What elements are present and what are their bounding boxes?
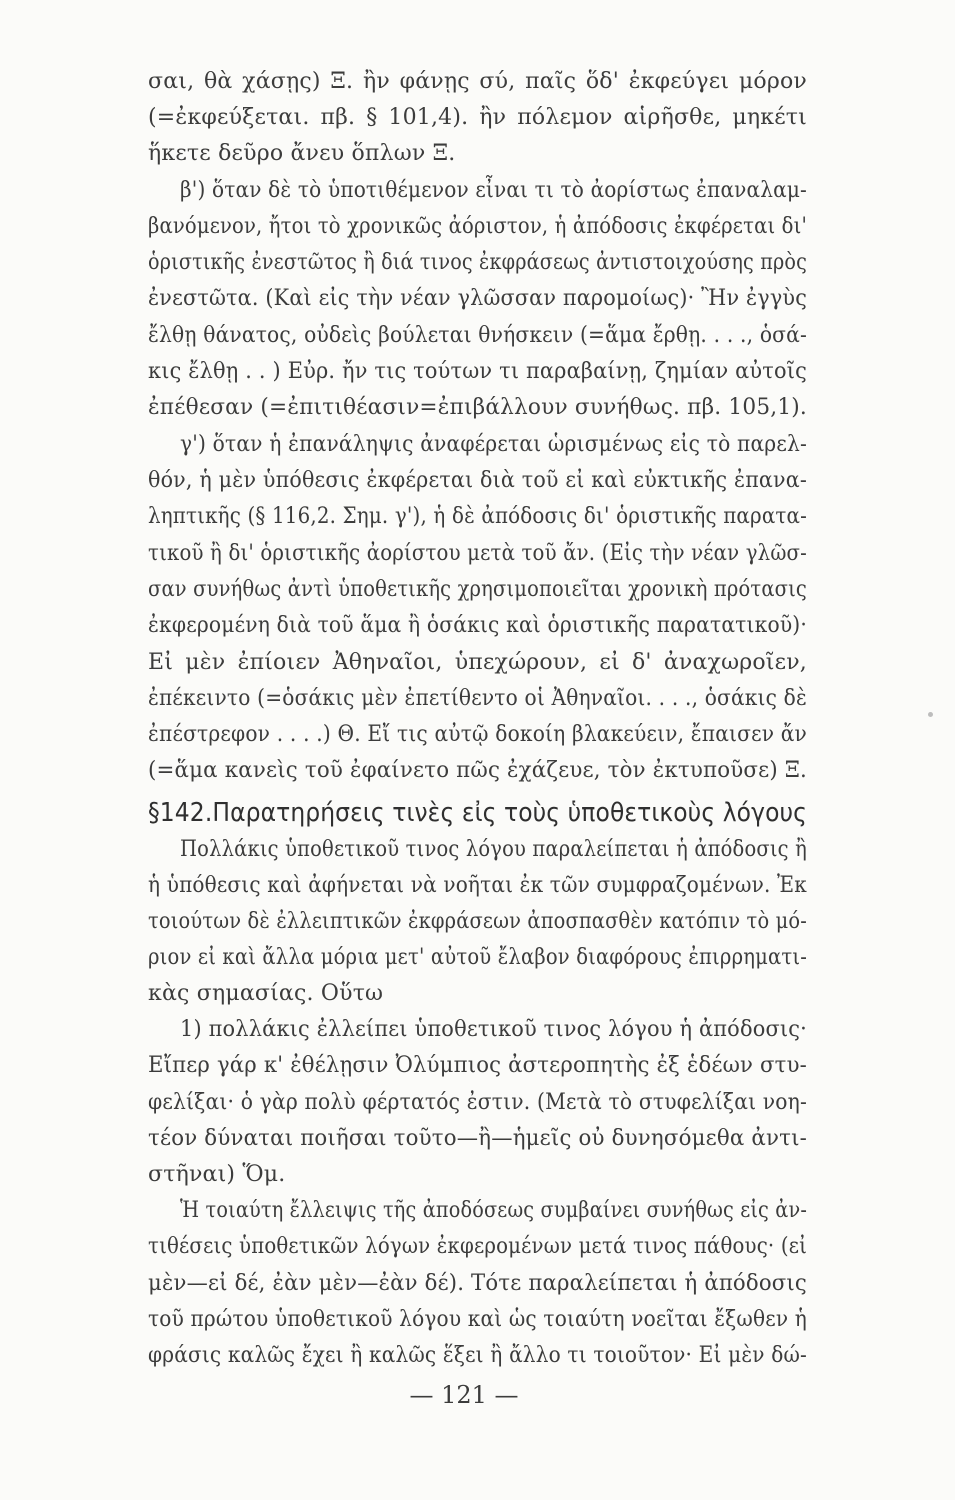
text-line: ἡ ὑπόθεσις καὶ ἀφήνεται νὰ νοῆται ἐκ τῶν συμφραζομένων. Ἐκ xyxy=(148,873,807,898)
text-line: κις ἔλθῃ . . ) Εὐρ. ἤν τις τούτων τι παραβαίνῃ, ζημίαν αὐτοῖς xyxy=(148,359,807,384)
text-line: μὲν—εἰ δέ, ἐὰν μὲν—ἐὰν δέ). Τότε παραλείπεται ἡ ἀπόδοσις xyxy=(148,1271,807,1296)
text-line: β') ὅταν δὲ τὸ ὑποτιθέμενον εἶναι τι τὸ ἀορίστως ἐπαναλαμ- xyxy=(180,178,807,203)
text-line: φράσις καλῶς ἔχει ἢ καλῶς ἕξει ἢ ἄλλο τι τοιοῦτον· Εἰ μὲν δώ- xyxy=(148,1343,807,1368)
text-line: ριον εἰ καὶ ἄλλα μόρια μετ' αὐτοῦ ἔλαβον διαφόρους ἐπιρρηματι- xyxy=(148,945,807,970)
text-line: στῆναι) Ὅμ. xyxy=(148,1162,286,1187)
text-line: ἐπέθεσαν (=ἐπιτιθέασιν=ἐπιβάλλουν συνήθως. πβ. 105,1). xyxy=(148,395,807,420)
text-line: ἥκετε δεῦρο ἄνευ ὅπλων Ξ. xyxy=(148,141,456,166)
text-line: ἐπέκειντο (=ὁσάκις μὲν ἐπετίθεντο οἱ Ἀθηναῖοι. . . ., ὁσάκις δὲ xyxy=(148,686,807,711)
text-line: ἐπέστρεφον . . . .) Θ. Εἴ τις αὐτῷ δοκοίη βλακεύειν, ἔπαισεν ἄν xyxy=(148,722,807,747)
text-line: τικοῦ ἢ δι' ὁριστικῆς ἀορίστου μετὰ τοῦ ἄν. (Εἰς τὴν νέαν γλῶσ- xyxy=(148,541,807,566)
text-line: Εἰ μὲν ἐπίοιεν Ἀθηναῖοι, ὑπεχώρουν, εἰ δ' ἀναχωροῖεν, xyxy=(148,650,807,675)
text-line: τιθέσεις ὑποθετικῶν λόγων ἐκφερομένων μετά τινος πάθους· (εἰ xyxy=(148,1234,807,1259)
text-line: Εἴπερ γάρ κ' ἐθέλῃσιν Ὀλύμπιος ἀστεροπητὴς ἐξ ἑδέων στυ- xyxy=(148,1053,807,1078)
page-number: — 121 — xyxy=(409,1381,519,1409)
text-line: γ') ὅταν ἡ ἐπανάληψις ἀναφέρεται ὡρισμένως εἰς τὸ παρελ- xyxy=(180,432,807,457)
text-line: (=ἐκφεύξεται. πβ. § 101,4). ἢν πόλεμον αἱρῆσθε, μηκέτι xyxy=(148,105,807,130)
text-line: 1) πολλάκις ἐλλείπει ὑποθετικοῦ τινος λόγου ἡ ἀπόδοσις· xyxy=(180,1017,807,1042)
text-line: βανόμενον, ἤτοι τὸ χρονικῶς ἀόριστον, ἡ ἀπόδοσις ἐκφέρεται δι' xyxy=(148,214,807,239)
text-line: ἐνεστῶτα. (Καὶ εἰς τὴν νέαν γλῶσσαν παρομοίως)· Ἢν ἐγγὺς xyxy=(148,286,807,311)
text-line: ληπτικῆς (§ 116,2. Σημ. γ'), ἡ δὲ ἀπόδοσις δι' ὁριστικῆς παρατα- xyxy=(148,504,807,529)
text-line: τοιούτων δὲ ἐλλειπτικῶν ἐκφράσεων ἀποσπασθὲν κατόπιν τὸ μό- xyxy=(148,909,807,934)
margin-speck xyxy=(928,712,933,717)
text-line: κὰς σημασίας. Οὕτω xyxy=(148,981,384,1006)
text-line: (=ἅμα κανεὶς τοῦ ἐφαίνετο πῶς ἐχάζευε, τὸν ἐκτυποῦσε) Ξ. xyxy=(148,758,807,783)
text-line: ὁριστικῆς ἐνεστῶτος ἢ διά τινος ἐκφράσεως ἀντιστοιχούσης πρὸς xyxy=(148,250,807,275)
text-line: ἐκφερομένη διὰ τοῦ ἅμα ἢ ὁσάκις καὶ ὁριστικῆς παρατατικοῦ)· xyxy=(148,613,807,638)
text-line: Πολλάκις ὑποθετικοῦ τινος λόγου παραλείπεται ἡ ἀπόδοσις ἢ xyxy=(180,837,807,862)
text-line: ἔλθῃ θάνατος, οὐδεὶς βούλεται θνήσκειν (=ἅμα ἔρθῃ. . . ., ὁσά- xyxy=(148,323,807,348)
text-line: Ἡ τοιαύτη ἔλλειψις τῆς ἀποδόσεως συμβαίνει συνήθως εἰς ἀν- xyxy=(180,1198,807,1223)
text-line: θόν, ἡ μὲν ὑπόθεσις ἐκφέρεται διὰ τοῦ εἰ καὶ εὐκτικῆς ἐπανα- xyxy=(148,468,807,493)
section-heading: §142.Παρατηρήσεις τινὲς εἰς τοὺς ὑποθετικοὺς λόγους xyxy=(148,798,807,828)
text-line: σαι, θὰ χάσῃς) Ξ. ἢν φάνῃς σύ, παῖς ὅδ' ἐκφεύγει μόρον xyxy=(148,69,807,94)
text-line: φελίξαι· ὁ γὰρ πολὺ φέρτατός ἐστιν. (Μετὰ τὸ στυφελίξαι νοη- xyxy=(148,1090,807,1115)
text-line: τοῦ πρώτου ὑποθετικοῦ λόγου καὶ ὡς τοιαύτη νοεῖται ἔξωθεν ἡ xyxy=(148,1307,807,1332)
text-line: τέον δύναται ποιῆσαι τοῦτο—ἢ—ἡμεῖς οὐ δυνησόμεθα ἀντι- xyxy=(148,1126,807,1151)
text-line: σαν συνήθως ἀντὶ ὑποθετικῆς χρησιμοποιεῖται χρονικὴ πρότασις xyxy=(148,577,807,602)
